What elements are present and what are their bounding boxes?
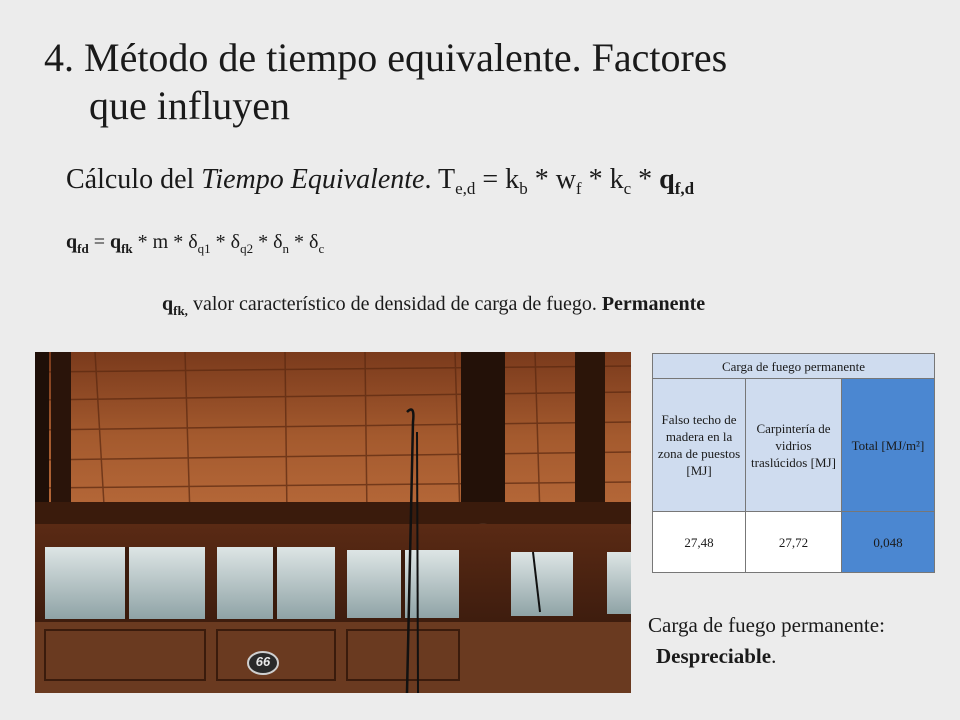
- f2-rest1: * m * δ: [132, 231, 198, 253]
- formula-kb-sub: b: [519, 179, 528, 198]
- col-header-total: Total [MJ/m²]: [841, 379, 934, 512]
- f2-d3-sub: n: [282, 241, 290, 256]
- note-bold: Despreciable: [656, 644, 772, 668]
- f2-qfk-sub: fk: [121, 241, 133, 256]
- col-header-carpentry: Carpintería de vidrios traslúcidos [MJ]: [746, 379, 842, 512]
- formula-eq: = k: [475, 164, 520, 195]
- table-title: Carga de fuego permanente: [653, 354, 935, 379]
- f2-d4-sub: c: [318, 241, 325, 256]
- desc-text: valor característico de densidad de carga de fuego.: [187, 293, 602, 315]
- formula-op3: *: [631, 164, 660, 195]
- formula-op2: * k: [581, 164, 624, 195]
- photo-badge-number: 66: [255, 654, 271, 669]
- conclusion-note: [648, 610, 885, 672]
- formula-italic: Tiempo Equivalente: [201, 164, 425, 195]
- equivalent-time-formula: [66, 164, 694, 196]
- title-line-2: que influyen: [89, 83, 291, 128]
- formula-t: T: [437, 164, 456, 195]
- value-carpentry: 27,72: [746, 512, 842, 573]
- note-line-2: [648, 641, 885, 672]
- value-ceiling: 27,48: [653, 512, 746, 573]
- qfk-description: [162, 293, 705, 316]
- formula-q: q: [659, 164, 675, 195]
- note-period: .: [771, 644, 777, 668]
- desc-q: q: [162, 293, 174, 315]
- formula-prefix: Cálculo del: [66, 164, 202, 195]
- title-line-1: 4. Método de tiempo equivalente. Factores: [44, 35, 728, 80]
- f2-d2-sub: q2: [240, 241, 254, 256]
- f2-rest2: * δ: [210, 231, 241, 253]
- formula-q-sub: f,d: [674, 179, 695, 198]
- desc-q-sub: fk,: [173, 303, 188, 318]
- f2-qfk: q: [109, 231, 122, 253]
- fire-load-table: [652, 353, 935, 573]
- value-total: 0,048: [841, 512, 934, 573]
- slide-title: [44, 34, 924, 130]
- col-header-ceiling: Falso techo de madera en la zona de puestos [MJ]: [653, 379, 746, 512]
- f2-d1-sub: q1: [197, 241, 211, 256]
- f2-q-sub: fd: [77, 241, 89, 256]
- f2-q: q: [66, 231, 78, 253]
- f2-eq: =: [88, 231, 110, 253]
- market-ceiling-photo: [35, 352, 631, 693]
- desc-bold: Permanente: [601, 293, 706, 315]
- f2-rest4: * δ: [289, 231, 319, 253]
- formula-t-sub: e,d: [455, 179, 476, 198]
- fire-load-formula: [66, 231, 324, 254]
- f2-rest3: * δ: [253, 231, 283, 253]
- formula-dot: .: [424, 164, 438, 195]
- formula-wf-sub: f: [575, 179, 582, 198]
- formula-op1: * w: [527, 164, 576, 195]
- note-line-1: Carga de fuego permanente:: [648, 613, 885, 637]
- photo-illustration: [35, 352, 631, 693]
- formula-kc-sub: c: [623, 179, 632, 198]
